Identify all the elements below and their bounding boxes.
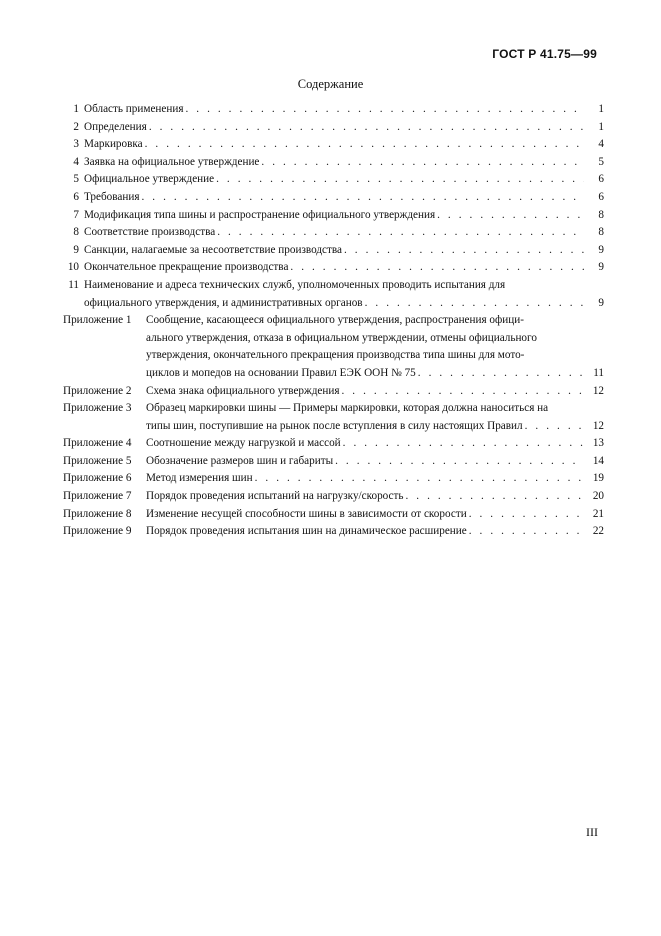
toc-section-entry — [63, 171, 604, 189]
entry-last-line — [84, 189, 604, 207]
toc-section-entry — [63, 242, 604, 260]
appendix-label: Приложение 8 — [63, 507, 132, 520]
entry-last-line — [84, 171, 604, 189]
entry-title: Маркировка — [84, 138, 143, 151]
entry-body — [146, 312, 604, 382]
page-number: 4 — [598, 138, 604, 151]
dot-leader — [335, 453, 584, 471]
toc-appendix-entry — [63, 523, 604, 541]
entry-body — [146, 470, 604, 488]
page-number: 1 — [598, 103, 604, 115]
entry-title: циклов и мопедов на основании Правил ЕЭК ООН № 75 — [146, 366, 416, 379]
appendix-label: Приложение 4 — [63, 437, 132, 450]
dot-leader — [216, 171, 584, 189]
appendix-label: Приложение 5 — [63, 454, 132, 467]
page-number: 13 — [592, 437, 604, 450]
entry-body — [84, 277, 604, 312]
section-number: 3 — [73, 138, 79, 151]
dot-leader — [217, 224, 584, 242]
entry-body — [84, 259, 604, 277]
entry-title: официального утверждения, и административных органов — [84, 296, 363, 309]
page-number: 8 — [598, 208, 604, 221]
page-number: 1 — [598, 120, 604, 133]
dot-leader — [469, 506, 584, 524]
entry-body — [84, 101, 604, 119]
page-number: 9 — [598, 296, 604, 309]
entry-title: Область применения — [84, 103, 184, 115]
entry-title: Требования — [84, 190, 140, 203]
entry-body — [146, 506, 604, 524]
page-number: 12 — [592, 419, 604, 432]
page-number: 8 — [598, 226, 604, 239]
entry-body — [84, 154, 604, 172]
toc-appendix-entry — [63, 488, 604, 506]
appendix-label: Приложение 9 — [63, 525, 132, 538]
page-number: 19 — [592, 472, 604, 485]
toc-title: Содержание — [297, 77, 364, 91]
dot-leader — [343, 435, 584, 453]
toc-section-entry — [63, 154, 604, 172]
entry-title: Модификация типа шины и распространение официального утверждения — [84, 208, 436, 221]
entry-title: Обозначение размеров шин и габариты — [146, 454, 334, 467]
entry-title: типы шин, поступившие на рынок после вступления в силу настоящих Правил — [146, 419, 523, 432]
entry-body — [146, 453, 604, 471]
entry-body — [146, 435, 604, 453]
dot-leader — [185, 101, 584, 119]
entry-title-line: утверждения, окончательного прекращения производства типа шины для мото- — [146, 349, 525, 362]
dot-leader — [406, 488, 585, 506]
entry-last-line — [146, 488, 604, 506]
entry-title: Порядок проведения испытания шин на динамическое расширение — [146, 525, 467, 538]
dot-leader — [261, 154, 584, 172]
standard-designation: ГОСТ Р 41.75—99 — [492, 47, 597, 61]
section-number: 2 — [73, 120, 79, 133]
table-of-contents — [63, 101, 604, 541]
dot-leader — [418, 365, 584, 383]
entry-last-line — [146, 506, 604, 524]
page-number: 20 — [592, 490, 604, 503]
entry-title: Соответствие производства — [84, 226, 216, 239]
appendix-label: Приложение 6 — [63, 472, 132, 485]
dot-leader — [469, 523, 584, 541]
section-number: 8 — [73, 226, 79, 239]
toc-section-entry — [63, 136, 604, 154]
entry-last-line — [146, 435, 604, 453]
entry-last-line — [84, 295, 604, 313]
page-number: 12 — [592, 384, 604, 397]
toc-appendix-entry — [63, 435, 604, 453]
page-number: 14 — [592, 454, 604, 467]
appendix-label: Приложение 3 — [63, 402, 132, 415]
entry-body — [84, 242, 604, 260]
dot-leader — [344, 242, 584, 260]
section-number: 7 — [73, 208, 79, 221]
entry-title: Схема знака официального утверждения — [146, 384, 340, 397]
page-number: 21 — [592, 507, 604, 520]
page-number: 9 — [598, 261, 604, 274]
entry-body — [146, 383, 604, 401]
dot-leader — [145, 136, 584, 154]
section-number: 6 — [73, 190, 79, 203]
entry-body — [84, 207, 604, 225]
dot-leader — [525, 418, 584, 436]
page-number: 6 — [598, 190, 604, 203]
appendix-label: Приложение 1 — [63, 314, 132, 327]
entry-title-line: Наименование и адреса технических служб, уполномоченных проводить испытания для — [84, 278, 506, 291]
entry-title: Соотношение между нагрузкой и массой — [146, 437, 341, 450]
toc-section-entry — [63, 119, 604, 137]
entry-title-line: ального утверждения, отказа в официальном утверждении, отмены официального — [146, 331, 537, 344]
toc-section-entry — [63, 101, 604, 119]
entry-last-line — [146, 470, 604, 488]
entry-last-line — [84, 259, 604, 277]
section-number: 4 — [73, 155, 79, 168]
entry-body — [84, 119, 604, 137]
toc-section-entry — [63, 224, 604, 242]
toc-appendix-entry — [63, 453, 604, 471]
toc-appendix-entry — [63, 506, 604, 524]
toc-section-entry — [63, 189, 604, 207]
entry-title-line: Образец маркировки шины — Примеры маркировки, которая должна наноситься на — [146, 402, 549, 415]
page-number: 22 — [592, 525, 604, 538]
toc-appendix-entry — [63, 312, 604, 382]
entry-body — [84, 189, 604, 207]
page-number: 9 — [598, 243, 604, 256]
entry-last-line — [84, 136, 604, 154]
toc-appendix-entry — [63, 470, 604, 488]
entry-last-line — [146, 383, 604, 401]
section-number: 9 — [73, 243, 79, 256]
entry-title: Порядок проведения испытаний на нагрузку/скорость — [146, 490, 404, 503]
entry-title: Официальное утверждение — [84, 173, 215, 186]
appendix-label: Приложение 2 — [63, 384, 132, 397]
dot-leader — [290, 259, 584, 277]
page-number: 6 — [598, 173, 604, 186]
entry-last-line — [84, 242, 604, 260]
dot-leader — [255, 470, 584, 488]
entry-last-line — [84, 207, 604, 225]
entry-body — [146, 488, 604, 506]
entry-last-line — [146, 523, 604, 541]
toc-section-entry — [63, 259, 604, 277]
section-number: 11 — [68, 278, 79, 291]
entry-title-line: Сообщение, касающееся официального утверждения, распространения офици- — [146, 314, 524, 327]
toc-section-entry — [63, 277, 604, 312]
entry-last-line — [146, 453, 604, 471]
entry-title: Изменение несущей способности шины в зависимости от скорости — [146, 507, 467, 520]
entry-title: Санкции, налагаемые за несоответствие производства — [84, 243, 342, 256]
page-folio: III — [586, 825, 598, 839]
entry-body — [146, 400, 604, 435]
entry-body — [84, 136, 604, 154]
entry-last-line — [84, 119, 604, 137]
page-number: 5 — [598, 155, 604, 168]
section-number: 10 — [67, 261, 79, 274]
entry-title: Определения — [84, 120, 147, 133]
toc-appendix-entry — [63, 383, 604, 401]
dot-leader — [141, 189, 584, 207]
dot-leader — [342, 383, 584, 401]
entry-body — [84, 171, 604, 189]
entry-last-line — [84, 101, 604, 119]
page-number: 11 — [593, 366, 604, 379]
section-number: 5 — [73, 173, 79, 186]
toc-appendix-entry — [63, 400, 604, 435]
appendix-label: Приложение 7 — [63, 490, 132, 503]
dot-leader — [365, 295, 584, 313]
section-number: 1 — [73, 103, 79, 115]
entry-last-line — [146, 365, 604, 383]
entry-title: Заявка на официальное утверждение — [84, 155, 260, 168]
entry-last-line — [84, 224, 604, 242]
dot-leader — [437, 207, 584, 225]
entry-title: Окончательное прекращение производства — [84, 261, 289, 274]
entry-title: Метод измерения шин — [146, 472, 253, 485]
toc-section-entry — [63, 207, 604, 225]
dot-leader — [149, 119, 584, 137]
entry-body — [84, 224, 604, 242]
entry-last-line — [84, 154, 604, 172]
entry-body — [146, 523, 604, 541]
entry-last-line — [146, 418, 604, 436]
